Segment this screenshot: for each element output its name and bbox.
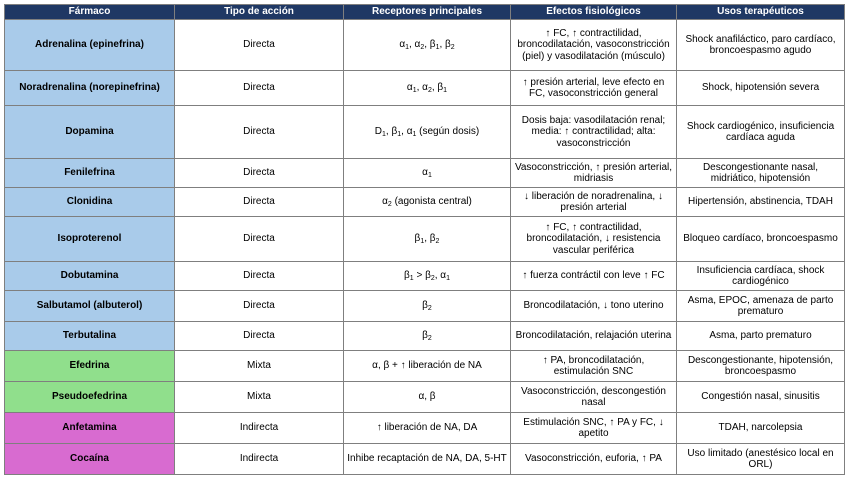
table-row bbox=[5, 159, 845, 188]
uses-cell: Shock anafiláctico, paro cardíaco, broncoespasmo agudo bbox=[677, 20, 845, 71]
receptors-cell: $\beta_1$, $\beta_2$ bbox=[344, 217, 511, 262]
uses-cell: Insuficiencia cardíaca, shock cardiogénico bbox=[677, 262, 845, 291]
uses-cell: Shock, hipotensión severa bbox=[677, 71, 845, 106]
table-row bbox=[5, 322, 845, 351]
action-type-cell: Mixta bbox=[175, 351, 344, 382]
table-row bbox=[5, 106, 845, 159]
table-row bbox=[5, 291, 845, 322]
effects-cell: Broncodilatación, ↓ tono uterino bbox=[511, 291, 677, 322]
action-type-cell: Directa bbox=[175, 217, 344, 262]
action-type-cell: Directa bbox=[175, 20, 344, 71]
effects-cell: ↑ presión arterial, leve efecto en FC, vasoconstricción general bbox=[511, 71, 677, 106]
action-type-cell: Directa bbox=[175, 322, 344, 351]
action-type-cell: Directa bbox=[175, 188, 344, 217]
action-type-cell: Directa bbox=[175, 291, 344, 322]
receptors-cell: $\beta_2$ bbox=[344, 322, 511, 351]
uses-cell: Uso limitado (anestésico local en ORL) bbox=[677, 444, 845, 475]
drug-name-cell: Terbutalina bbox=[5, 322, 175, 351]
table-row bbox=[5, 351, 845, 382]
drug-name-cell: Salbutamol (albuterol) bbox=[5, 291, 175, 322]
receptors-cell: $\alpha_1$ bbox=[344, 159, 511, 188]
uses-cell: TDAH, narcolepsia bbox=[677, 413, 845, 444]
drug-name-cell: Efedrina bbox=[5, 351, 175, 382]
uses-cell: Hipertensión, abstinencia, TDAH bbox=[677, 188, 845, 217]
receptors-cell: $D_1$, $\beta_1$, $\alpha_1$ (según dosis) bbox=[344, 106, 511, 159]
receptors-cell: α, β bbox=[344, 382, 511, 413]
effects-cell: ↑ fuerza contráctil con leve ↑ FC bbox=[511, 262, 677, 291]
uses-cell: Descongestionante, hipotensión, broncoespasmo bbox=[677, 351, 845, 382]
uses-cell: Bloqueo cardíaco, broncoespasmo bbox=[677, 217, 845, 262]
receptors-cell: $\beta_1 > \beta_2$, $\alpha_1$ bbox=[344, 262, 511, 291]
receptors-cell: $\alpha_1$, $\alpha_2$, $\beta_1$ bbox=[344, 71, 511, 106]
drug-name-cell: Fenilefrina bbox=[5, 159, 175, 188]
uses-cell: Shock cardiogénico, insuficiencia cardíaca aguda bbox=[677, 106, 845, 159]
drug-name-cell: Cocaína bbox=[5, 444, 175, 475]
table-row bbox=[5, 217, 845, 262]
action-type-cell: Directa bbox=[175, 159, 344, 188]
effects-cell: ↓ liberación de noradrenalina, ↓ presión arterial bbox=[511, 188, 677, 217]
action-type-cell: Indirecta bbox=[175, 444, 344, 475]
action-type-cell: Directa bbox=[175, 106, 344, 159]
drug-name-cell: Clonidina bbox=[5, 188, 175, 217]
header-farmaco: Fármaco bbox=[5, 5, 175, 20]
header-tipo-accion: Tipo de acción bbox=[175, 5, 344, 20]
receptors-cell: α, β + ↑ liberación de NA bbox=[344, 351, 511, 382]
effects-cell: ↑ PA, broncodilatación, estimulación SNC bbox=[511, 351, 677, 382]
table-row bbox=[5, 413, 845, 444]
table-row bbox=[5, 382, 845, 413]
drug-name-cell: Adrenalina (epinefrina) bbox=[5, 20, 175, 71]
drug-name-cell: Noradrenalina (norepinefrina) bbox=[5, 71, 175, 106]
table-row bbox=[5, 444, 845, 475]
effects-cell: Vasoconstricción, descongestión nasal bbox=[511, 382, 677, 413]
effects-cell: Vasoconstricción, euforia, ↑ PA bbox=[511, 444, 677, 475]
uses-cell: Asma, EPOC, amenaza de parto prematuro bbox=[677, 291, 845, 322]
effects-cell: Estimulación SNC, ↑ PA y FC, ↓ apetito bbox=[511, 413, 677, 444]
effects-cell: ↑ FC, ↑ contractilidad, broncodilatación, ↓ resistencia vascular periférica bbox=[511, 217, 677, 262]
drug-name-cell: Pseudoefedrina bbox=[5, 382, 175, 413]
receptors-cell: $\alpha_2$ (agonista central) bbox=[344, 188, 511, 217]
uses-cell: Congestión nasal, sinusitis bbox=[677, 382, 845, 413]
uses-cell: Descongestionante nasal, midriático, hipotensión bbox=[677, 159, 845, 188]
drug-name-cell: Dobutamina bbox=[5, 262, 175, 291]
table-row bbox=[5, 20, 845, 71]
action-type-cell: Directa bbox=[175, 71, 344, 106]
header-receptores: Receptores principales bbox=[344, 5, 511, 20]
receptors-cell: Inhibe recaptación de NA, DA, 5-HT bbox=[344, 444, 511, 475]
uses-cell: Asma, parto prematuro bbox=[677, 322, 845, 351]
effects-cell: Broncodilatación, relajación uterina bbox=[511, 322, 677, 351]
action-type-cell: Directa bbox=[175, 262, 344, 291]
table-row bbox=[5, 262, 845, 291]
effects-cell: Dosis baja: vasodilatación renal; media: ↑ contractilidad; alta: vasoconstricción bbox=[511, 106, 677, 159]
header-efectos: Efectos fisiológicos bbox=[511, 5, 677, 20]
receptors-cell: ↑ liberación de NA, DA bbox=[344, 413, 511, 444]
drug-name-cell: Anfetamina bbox=[5, 413, 175, 444]
receptors-cell: $\alpha_1$, $\alpha_2$, $\beta_1$, $\beta_2$ bbox=[344, 20, 511, 71]
action-type-cell: Indirecta bbox=[175, 413, 344, 444]
drug-name-cell: Isoproterenol bbox=[5, 217, 175, 262]
sympathomimetic-drugs-table bbox=[4, 4, 845, 475]
header-usos: Usos terapéuticos bbox=[677, 5, 845, 20]
table-row bbox=[5, 188, 845, 217]
drug-name-cell: Dopamina bbox=[5, 106, 175, 159]
receptors-cell: $\beta_2$ bbox=[344, 291, 511, 322]
effects-cell: Vasoconstricción, ↑ presión arterial, midriasis bbox=[511, 159, 677, 188]
action-type-cell: Mixta bbox=[175, 382, 344, 413]
effects-cell: ↑ FC, ↑ contractilidad, broncodilatación, vasoconstricción (piel) y vasodilatación (músculo) bbox=[511, 20, 677, 71]
table-header-row bbox=[5, 5, 845, 20]
table-row bbox=[5, 71, 845, 106]
